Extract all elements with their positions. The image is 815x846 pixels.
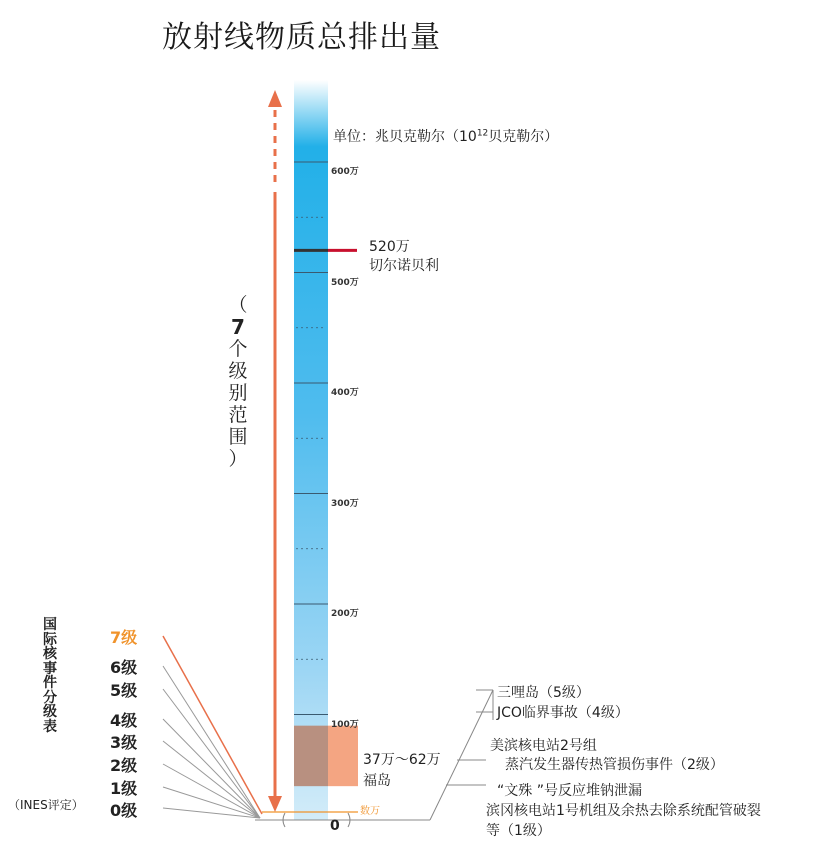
tick-label: 400万 [331, 388, 359, 398]
ines-level-0: 0级 [110, 801, 138, 820]
incident-mihama: 美滨核电站2号组 [490, 738, 597, 754]
ines-level-5: 5级 [110, 681, 138, 700]
range-close: ） [228, 448, 248, 470]
ines-fan [163, 636, 262, 818]
tick-label: 200万 [331, 609, 359, 619]
tick-label: 300万 [331, 498, 359, 509]
range-char: 别 [228, 382, 248, 404]
tick-label: 500万 [331, 277, 359, 288]
tick-label: 600万 [331, 167, 359, 177]
range-char: 个 [228, 338, 248, 360]
zero-label: 0 [330, 818, 340, 834]
fukushima-band-label [328, 726, 358, 786]
ines-level-1: 1级 [110, 779, 138, 798]
tick-label: 100万 [331, 719, 359, 730]
incident-hamaoka: 滨冈核电站1号机组及余热去除系统配管破裂 [486, 803, 761, 819]
incident-etc: 等（1级） [486, 823, 551, 839]
few-label: 数万 [360, 806, 380, 817]
fukushima-value: 37万～62万 [363, 752, 441, 768]
ines-level-7: 7级 [110, 628, 138, 647]
range-open: （ [228, 294, 248, 316]
scale-bar [294, 80, 328, 820]
range-char: 级 [228, 360, 248, 382]
incident-monju: “文殊 ”号反应堆钠泄漏 [497, 783, 642, 799]
ines-level-6: 6级 [110, 658, 138, 677]
chernobyl-name: 切尔诺贝利 [369, 258, 439, 274]
fukushima-band-bar [294, 726, 328, 786]
incident-tmi: 三哩岛（5级） [497, 685, 590, 701]
ines-title: 国际核事件分级表 [43, 617, 57, 735]
ines-level-4: 4级 [110, 711, 138, 730]
unit-label: 单位：兆贝克勒尔（$10^{12}$贝克勒尔） [333, 128, 559, 145]
ines-note: （INES评定） [8, 798, 84, 812]
page-title: 放射线物质总排出量 [162, 20, 441, 55]
fukushima-name: 福岛 [363, 773, 391, 789]
ines-level-3: 3级 [110, 733, 138, 752]
ines-level-2: 2级 [110, 756, 138, 775]
incident-mihama-detail: 蒸汽发生器传热管损伤事件（2级） [505, 757, 724, 773]
range-number: 7 [231, 315, 245, 339]
range-arrow [268, 90, 282, 812]
chernobyl-value: 520万 [369, 239, 410, 255]
range-label [226, 294, 250, 470]
range-char: 范 [228, 404, 248, 426]
incident-jco: JCO临界事故（4级） [497, 705, 629, 721]
range-char: 围 [228, 426, 248, 448]
